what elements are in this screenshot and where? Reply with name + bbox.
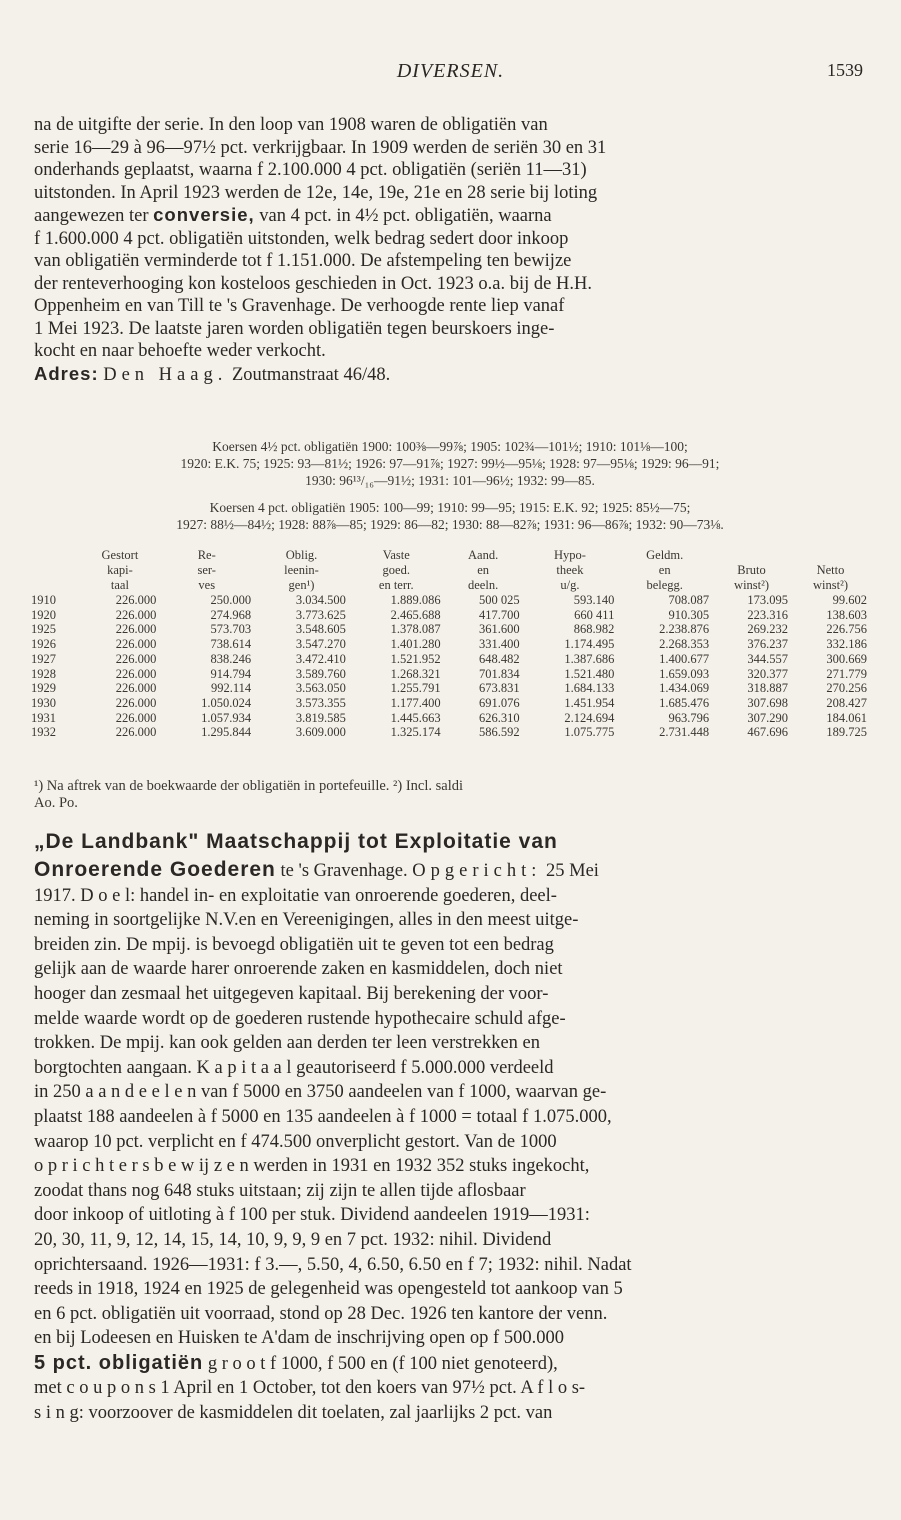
table-cell: 189.725 [826, 725, 867, 740]
table-cell: 1.659.093 [659, 666, 710, 681]
column-header-part [714, 548, 789, 563]
column-header [444, 548, 523, 593]
table-cell: 500 025 [478, 593, 520, 607]
column-header-part: goed. [382, 563, 410, 577]
column-header-part: kapi- [107, 563, 133, 577]
table-cell: 2.238.876 [659, 622, 710, 637]
column-header-part: Gestort [101, 548, 139, 562]
founded-label: Opgericht: [412, 861, 542, 881]
column-header [159, 548, 254, 593]
table-row [28, 622, 870, 637]
table-cell: 914.794 [210, 666, 252, 681]
running-header [0, 60, 901, 90]
column-header [80, 548, 159, 593]
table-cell: 1.295.844 [201, 725, 252, 740]
table-cell: 963.796 [668, 710, 710, 725]
table-cell: 1.174.495 [564, 637, 615, 652]
table-cell: 138.603 [826, 607, 867, 622]
column-header [617, 548, 712, 593]
table-cell: 3.589.760 [295, 666, 346, 681]
table-cell: 708.087 [668, 593, 710, 607]
table-cell: 1.255.791 [390, 681, 441, 696]
column-header-part: ves [198, 578, 216, 592]
column-header-part: Geldm. [646, 548, 684, 562]
table-cell: 223.316 [747, 607, 788, 622]
column-header-part: Hypo- [553, 548, 586, 562]
text-fragment: van 4 pct. in 4½ pct. obligatiën, waarna [254, 206, 552, 226]
column-header-part [30, 563, 78, 578]
bond-emphasis: 5 pct. obligatiën [34, 1351, 204, 1374]
year-cell: 1925 [31, 622, 56, 637]
table-cell: 226.000 [115, 622, 157, 637]
text-line: s i n g: voorzoover de kasmiddelen dit toelaten, zal jaarlijks 2 pct. van [34, 1403, 553, 1424]
table-cell: 1.521.480 [564, 666, 615, 681]
column-header-part: ser- [197, 563, 216, 577]
table-cell: 648.482 [478, 651, 520, 666]
table-cell: 1.268.321 [390, 666, 441, 681]
table-cell: 1.325.174 [390, 725, 441, 740]
column-header-part: belegg. [646, 578, 683, 592]
table-cell: 1.521.952 [390, 651, 441, 666]
table-cell: 701.834 [478, 666, 520, 681]
year-cell: 1931 [31, 710, 56, 725]
column-header-part: Aand. [468, 548, 499, 562]
column-header-part: en [658, 563, 671, 577]
text-line: na de uitgifte der serie. In den loop van 1908 waren de obligatiën van [34, 115, 548, 135]
table-row [28, 667, 870, 682]
column-header [254, 548, 349, 593]
table-cell: 320.377 [747, 666, 788, 681]
table-cell: 868.982 [573, 622, 615, 637]
table-cell: 3.547.270 [295, 637, 346, 652]
column-header-part [30, 548, 78, 563]
table-cell: 1.075.775 [564, 725, 615, 740]
quote-line: 1930: 96¹³/₁₆—91½; 1931: 101—96½; 1932: 99—85. [305, 473, 595, 488]
table-cell: 226.000 [115, 637, 157, 652]
table-cell: 226.000 [115, 666, 157, 681]
table-cell: 2.465.688 [390, 607, 441, 622]
column-header-part: deeln. [468, 578, 499, 592]
text-line: hooger dan zesmaal het uitgegeven kapitaal. Bij berekening der voor- [34, 983, 549, 1004]
price-quotations-4pct [34, 499, 866, 533]
table-row [28, 725, 870, 740]
column-header [523, 548, 618, 593]
text-line: plaatst 188 aandeelen à f 5000 en 135 aandeelen à f 1000 = totaal f 1.075.000, [34, 1106, 612, 1127]
column-header-part: Oblig. [285, 548, 318, 562]
year-cell: 1932 [31, 725, 56, 740]
year-cell: 1929 [31, 681, 56, 696]
page-number: 1539 [827, 60, 863, 80]
quote-line: 1927: 88½—84½; 1928: 88⅞—85; 1929: 86—82; 1930: 88—82⅞; 1931: 96—86⅞; 1932: 90—73⅛. [176, 517, 724, 532]
table-row [28, 711, 870, 726]
table-cell: 3.573.355 [295, 695, 346, 710]
year-cell: 1928 [31, 666, 56, 681]
table-row [28, 593, 870, 608]
column-header-part: Netto [816, 563, 845, 577]
table-cell: 2.731.448 [659, 725, 710, 740]
table-cell: 331.400 [478, 637, 520, 652]
table-cell: 573.703 [210, 622, 252, 637]
text-line: en 6 pct. obligatiën uit voorraad, stond op 28 Dec. 1926 ten kantore der venn. [34, 1303, 608, 1324]
table-cell: 361.600 [478, 622, 520, 637]
table-cell: 376.237 [747, 637, 788, 652]
conversie-emphasis: conversie, [153, 204, 255, 225]
heading-emphasis: Onroerende Goederen [34, 858, 276, 881]
table-cell: 269.232 [747, 622, 788, 637]
text-line [34, 1351, 866, 1377]
table-row [28, 637, 870, 652]
table-cell: 226.756 [826, 622, 867, 637]
text-fragment: 25 Mei [541, 861, 599, 881]
table-cell: 626.310 [478, 710, 520, 725]
column-header-part: winst²) [813, 578, 848, 592]
table-cell: 318.887 [747, 681, 788, 696]
paragraph-bonds [34, 114, 866, 386]
table-cell: 417.700 [478, 607, 520, 622]
table-cell: 300.669 [826, 651, 867, 666]
quote-line: 1920: E.K. 75; 1925: 93—81½; 1926: 97—91⅞; 1927: 99½—95⅛; 1928: 97—95⅛; 1929: 96—91; [180, 456, 720, 471]
column-header-part: Vaste [382, 548, 410, 562]
table-cell: 3.034.500 [295, 593, 346, 607]
table-cell: 3.563.050 [295, 681, 346, 696]
column-header-part: leenin- [284, 563, 319, 577]
text-line: 1 Mei 1923. De laatste jaren worden obligatiën tegen beurskoers inge- [34, 318, 555, 339]
table-body [28, 593, 870, 740]
year-cell: 1930 [31, 695, 56, 710]
table-cell: 226.000 [115, 695, 157, 710]
table-cell: 738.614 [210, 637, 252, 652]
text-line: kocht en naar behoefte weder verkocht. [34, 341, 326, 361]
column-header-part [30, 578, 78, 593]
text-line: reeds in 1918, 1924 en 1925 de gelegenheid was opengesteld tot aankoop van 5 [34, 1279, 623, 1300]
table-cell: 3.773.625 [295, 607, 346, 622]
table-cell: 274.968 [210, 607, 252, 622]
heading-line-2 [34, 858, 866, 884]
table-cell: 593.140 [573, 593, 615, 607]
table-cell: 208.427 [826, 695, 867, 710]
table-cell: 1.177.400 [390, 695, 441, 710]
table-cell: 1.378.087 [390, 622, 441, 637]
text-line: breiden zin. De mpij. is bevoegd obligatiën uit te geven tot een bedrag [34, 934, 554, 955]
table-cell: 1.057.934 [201, 710, 252, 725]
table-cell: 838.246 [210, 651, 252, 666]
text-fragment: te 's Gravenhage. [275, 861, 413, 881]
table-cell: 3.472.410 [295, 651, 346, 666]
column-header-part: gen¹) [288, 578, 315, 592]
table-cell: 1.050.024 [201, 695, 252, 710]
text-line: gelijk aan de waarde harer onroerende zaken en kasmiddelen, doch niet [34, 959, 563, 980]
table-cell: 173.095 [747, 593, 788, 607]
table-cell: 307.698 [747, 695, 788, 710]
table-cell: 99.602 [832, 593, 867, 607]
table-cell: 1.889.086 [390, 593, 441, 607]
column-header-part: en terr. [378, 578, 414, 592]
table-cell: 344.557 [747, 651, 788, 666]
address-city: Den Haag. [103, 364, 228, 385]
year-cell: 1927 [31, 651, 56, 666]
table-cell: 910.305 [668, 607, 710, 622]
table-cell: 184.061 [826, 710, 867, 725]
table-cell: 1.401.280 [390, 637, 441, 652]
table-cell: 1.451.954 [564, 695, 615, 710]
table-cell: 1.685.476 [659, 695, 710, 710]
table-cell: 673.831 [478, 681, 520, 696]
column-header [349, 548, 444, 593]
table-cell: 226.000 [115, 710, 157, 725]
section-heading-landbank: „De Landbank" Maatschappij tot Exploitatie van [34, 830, 558, 853]
text-line: neming in soortgelijke N.V.en en Vereenigingen, alles in den meest uitge- [34, 910, 579, 931]
year-cell: 1926 [31, 637, 56, 652]
text-line: uitstonden. In April 1923 werden de 12e, 14e, 19e, 21e en 28 serie bij loting [34, 182, 598, 203]
table-cell: 1.684.133 [564, 681, 615, 696]
text-line: zoodat thans nog 648 stuks uitstaan; zij zijn te allen tijde aflosbaar [34, 1180, 526, 1201]
table-row [28, 608, 870, 623]
column-header [791, 548, 870, 593]
landbank-body-lines [34, 884, 866, 1351]
table-cell: 3.548.605 [295, 622, 346, 637]
text-line: melde waarde wordt op de goederen rustende hypothecaire schuld afge- [34, 1008, 566, 1029]
text-fragment: aangewezen ter [34, 206, 154, 226]
table-cell: 226.000 [115, 651, 157, 666]
column-header-part [793, 548, 868, 563]
table-header-row [28, 548, 870, 593]
column-header-part: taal [110, 578, 129, 592]
price-quotations-4-5pct [34, 438, 866, 489]
text-line: borgtochten aangaan. K a p i t a a l geautoriseerd f 5.000.000 verdeeld [34, 1057, 554, 1078]
table-cell: 226.000 [115, 725, 157, 740]
text-line: van obligatiën verminderde tot f 1.151.000. De afstempeling ten bewijze [34, 251, 572, 271]
column-header-part: Re- [197, 548, 216, 562]
table-cell: 3.819.585 [295, 710, 346, 725]
column-header-part: Bruto [737, 563, 766, 577]
address-label: Adres: [34, 362, 99, 384]
column-header [712, 548, 791, 593]
quote-line: Koersen 4 pct. obligatiën 1905: 100—99; 1910: 99—95; 1915: E.K. 92; 1925: 85½—75; [209, 500, 691, 515]
table-cell: 332.186 [826, 637, 867, 652]
address-street: Zoutmanstraat 46/48. [231, 364, 391, 385]
table-cell: 660 411 [574, 607, 615, 622]
table-cell: 2.124.694 [564, 710, 615, 725]
text-line: trokken. De mpij. kan ook gelden aan derden ter leen verstrekken en [34, 1033, 540, 1054]
quote-line: Koersen 4½ pct. obligatiën 1900: 100⅜—99⅞; 1905: 102¾—101½; 1910: 101⅛—100; [212, 439, 688, 454]
text-line: 20, 30, 11, 9, 12, 14, 15, 14, 10, 9, 9, 9 en 7 pct. 1932: nihil. Dividend [34, 1229, 552, 1250]
table-row [28, 681, 870, 696]
text-line: o p r i c h t e r s b e w ij z e n werden in 1931 en 1932 352 stuks ingekocht, [34, 1156, 590, 1177]
text-line: onderhands geplaatst, waarna f 2.100.000 4 pct. obligatiën (seriën 11—31) [34, 160, 587, 180]
text-line: Oppenheim en van Till te 's Gravenhage. De verhoogde rente liep vanaf [34, 296, 565, 316]
table-cell: 1.387.686 [564, 651, 615, 666]
column-header-part: u/g. [560, 578, 580, 592]
text-line: f 1.600.000 4 pct. obligatiën uitstonden, welk bedrag sedert door inkoop [34, 228, 569, 249]
footnote-line: ¹) Na aftrek van de boekwaarde der obligatiën in portefeuille. ²) Incl. saldi [34, 778, 464, 794]
text-fragment: g r o o t f 1000, f 500 en (f 100 niet genoteerd), [203, 1353, 558, 1374]
running-title: DIVERSEN. [396, 60, 505, 82]
table-footnote [34, 778, 866, 812]
text-line: waarop 10 pct. verplicht en f 474.500 onverplicht gestort. Van de 1000 [34, 1131, 557, 1152]
table-cell: 250.000 [210, 593, 252, 607]
text-line: oprichtersaand. 1926—1931: f 3.—, 5.50, 4, 6.50, 6.50 en f 7; 1932: nihil. Nadat [34, 1254, 632, 1275]
text-line: en bij Lodeesen en Huisken te A'dam de inschrijving open op f 500.000 [34, 1328, 564, 1349]
table-row [28, 652, 870, 667]
table-cell: 226.000 [115, 593, 157, 607]
table-cell: 2.268.353 [659, 637, 710, 652]
table-cell: 467.696 [747, 725, 788, 740]
footnote-line: Ao. Po. [34, 795, 78, 811]
text-line: met c o u p o n s 1 April en 1 October, tot den koers van 97½ pct. A f l o s- [34, 1378, 586, 1399]
text-line: door inkoop of uitloting à f 100 per stuk. Dividend aandeelen 1919—1931: [34, 1205, 590, 1226]
table-cell: 1.434.069 [659, 681, 710, 696]
table-cell: 691.076 [478, 695, 520, 710]
column-header-part: winst²) [734, 578, 770, 592]
table-cell: 586.592 [478, 725, 520, 740]
table-row [28, 696, 870, 711]
table-cell: 226.000 [115, 607, 157, 622]
text-line [34, 204, 866, 228]
table-cell: 1.400.677 [659, 651, 710, 666]
year-cell: 1920 [31, 607, 56, 622]
table-cell: 307.290 [747, 710, 788, 725]
table-cell: 270.256 [826, 681, 867, 696]
table-cell: 271.779 [826, 666, 867, 681]
column-header-part: theek [556, 563, 584, 577]
paragraph-landbank [34, 858, 866, 1426]
text-line: serie 16—29 à 96—97½ pct. verkrijgbaar. In 1909 werden de seriën 30 en 31 [34, 137, 607, 158]
table-cell: 226.000 [115, 681, 157, 696]
year-cell: 1910 [31, 593, 56, 607]
table-cell: 1.445.663 [390, 710, 441, 725]
text-line: der renteverhooging kon kosteloos geschieden in Oct. 1923 o.a. bij de H.H. [34, 273, 592, 294]
table-cell: 3.609.000 [295, 725, 346, 740]
text-line: in 250 a a n d e e l e n van f 5000 en 3750 aandeelen van f 1000, waarvan ge- [34, 1082, 607, 1103]
address-line [34, 363, 866, 387]
column-header-part: en [477, 563, 490, 577]
table-cell: 992.114 [210, 681, 252, 696]
column-header [28, 548, 80, 593]
financial-table [28, 548, 870, 740]
text-line: 1917. D o e l: handel in- en exploitatie van onroerende goederen, deel- [34, 885, 557, 906]
